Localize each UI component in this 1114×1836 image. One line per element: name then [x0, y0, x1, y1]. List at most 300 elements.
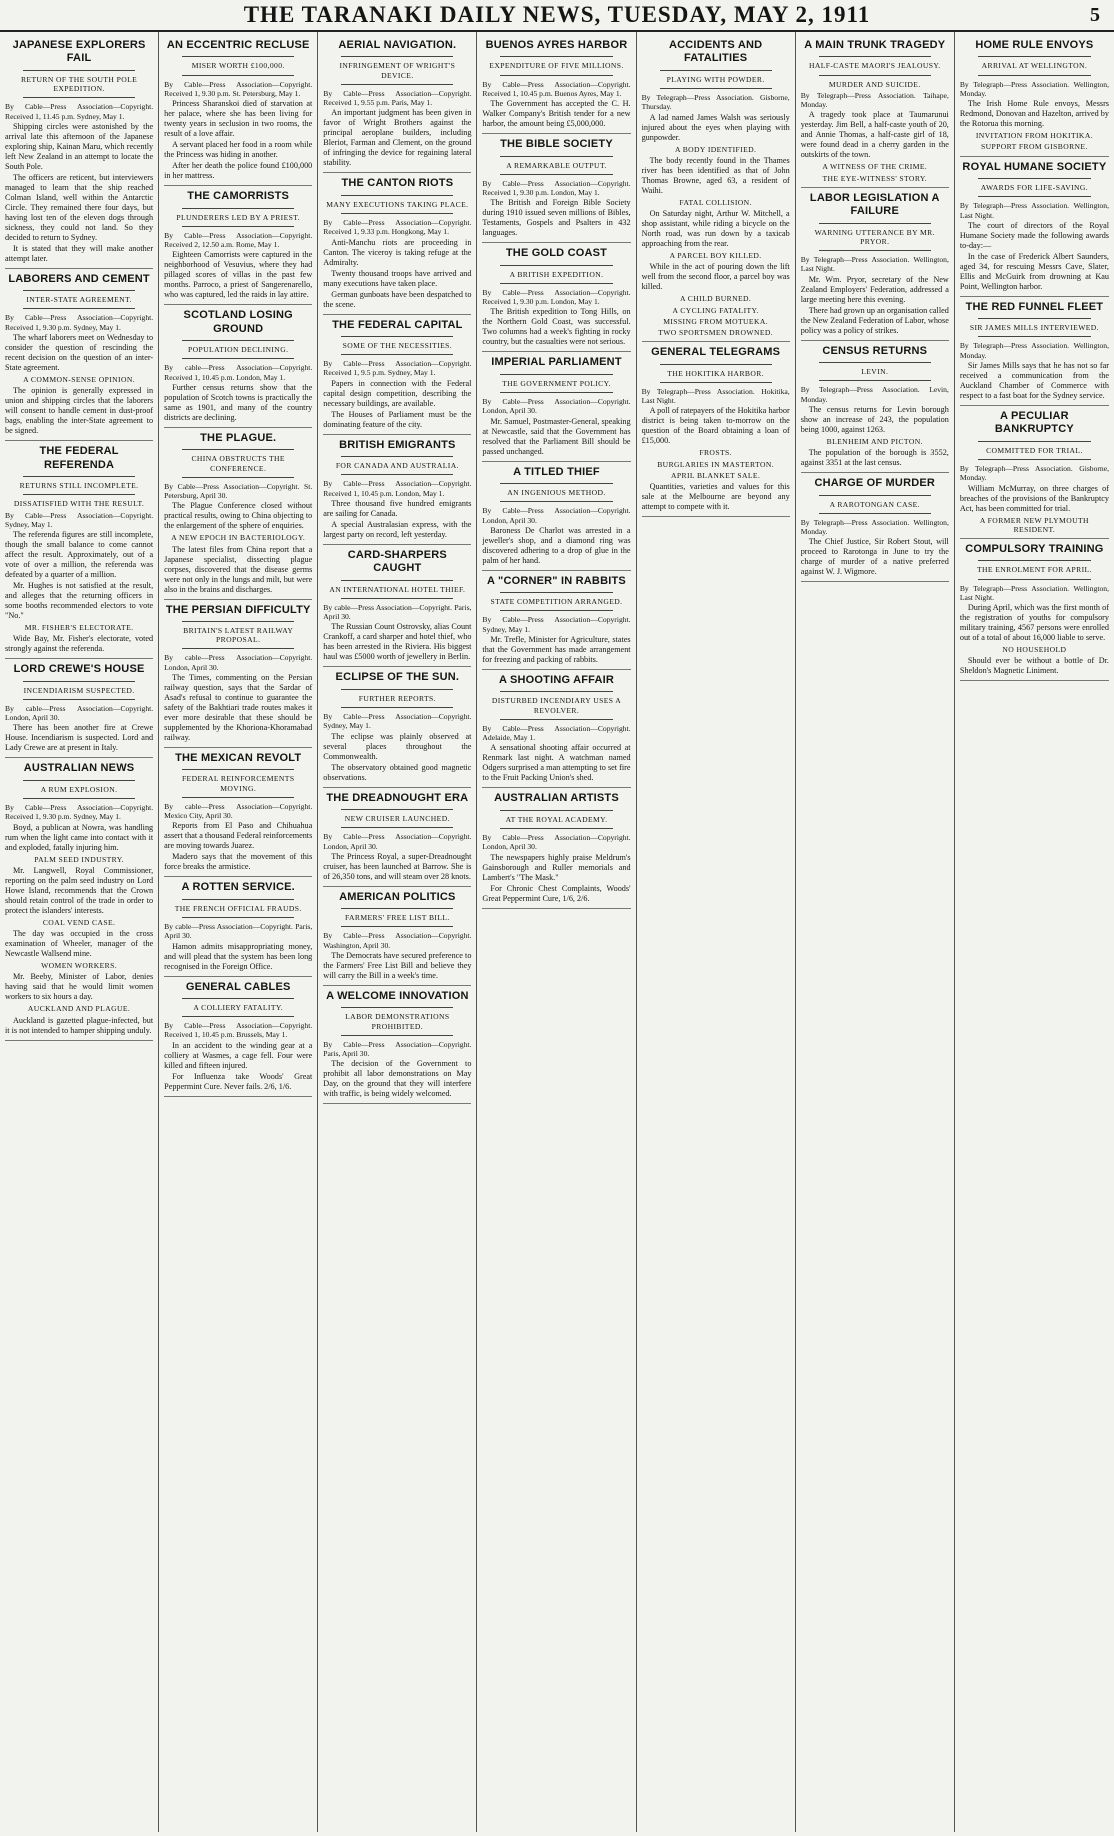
article-divider: [164, 427, 312, 428]
dateline: By Cable—Press Association—Copyright. Received 1, 9.55 p.m. Paris, May 1.: [323, 88, 472, 108]
article-divider: [960, 296, 1109, 297]
section-subheading: A BODY IDENTIFIED.: [674, 144, 757, 154]
subheading-rule: [341, 707, 453, 708]
article-subheading: CHINA OBSTRUCTS THE CONFERENCE.: [191, 454, 285, 473]
dateline: By Telegraph—Press Association. Wellington, Last Night.: [800, 255, 949, 274]
dateline: By Cable—Press Association—Copyright. Received 1, 10.45 p.m. Buenos Ayres, May 1.: [482, 79, 631, 98]
paragraph: A sensational shooting affair occurred at Renmark last night. A watchman named Odgers surprised a man attempting to set fire to the Fruit Packing Union's shed.: [482, 743, 631, 783]
article: [164, 39, 312, 186]
headline-rule: [819, 495, 931, 496]
subheading-rule: [341, 926, 453, 927]
article-headline: THE MEXICAN REVOLT: [175, 751, 302, 764]
paragraph: Further census returns show that the population of Scotch towns is practically the same as 1901, and many of the country districts are declining.: [164, 382, 313, 422]
paragraph: In the case of Frederick Albert Saunders, aged 34, for rescuing Messrs Cave, Slater, Ellis and McGuirk from drowning at Kau Point, Wellington harbor.: [959, 251, 1109, 291]
dateline: By cable—Press Association—Copyright. Paris, April 30.: [164, 922, 313, 941]
section-subheading: A CHILD BURNED.: [680, 294, 752, 304]
dateline: By Cable—Press Association—Copyright. Adelaide, May 1.: [482, 723, 631, 743]
headline-rule: [182, 208, 294, 209]
headline-rule: [182, 998, 294, 999]
subheading-rule: [182, 358, 294, 359]
subheading-rule: [182, 917, 294, 918]
article-divider: [164, 747, 312, 748]
article: [482, 466, 630, 571]
article-divider: [960, 680, 1109, 681]
article-subheading: A RUM EXPLOSION.: [40, 784, 118, 794]
article-divider: [323, 1103, 471, 1104]
dateline: By Cable—Press Association—Copyright. Sydney, May 1.: [482, 615, 631, 634]
headline-rule: [500, 56, 612, 57]
dateline: By Cable—Press Association—Copyright. Received 1, 9.33 p.m. Hongkong, May 1.: [323, 218, 472, 237]
section-subheading: NO HOUSEHOLD: [1002, 645, 1067, 655]
dateline: By Cable—Press Association—Copyright. Received 1, 9.5 p.m. Sydney, May 1.: [323, 359, 472, 378]
article-divider: [482, 669, 630, 670]
dateline: By Cable—Press Association—Copyright. Sydney, May 1.: [323, 712, 472, 731]
subheading-rule: [341, 354, 453, 355]
article: [164, 309, 312, 428]
headline-rule: [341, 1007, 453, 1008]
column-7: [955, 32, 1114, 1832]
article-headline: AUSTRALIAN NEWS: [23, 762, 135, 775]
article-divider: [323, 787, 471, 788]
article-divider: [5, 658, 153, 659]
article-divider: [323, 434, 471, 435]
subheading-rule: [23, 699, 135, 700]
article: [482, 674, 630, 788]
article-divider: [164, 599, 312, 600]
article-divider: [5, 1040, 153, 1041]
article-divider: [960, 156, 1109, 157]
dateline: By Telegraph—Press Association. Levin, Monday.: [800, 385, 949, 404]
paragraph: During April, which was the first month of the registration of youths for compulsory military training, 4567 persons were enrolled out of a total of about 16,000 liable to serve.: [959, 603, 1109, 643]
dateline: By Cable—Press Association—Copyright. London, April 30.: [323, 832, 472, 851]
paragraph: The Plague Conference closed without practical results, owing to China objecting to the enlargement of the sphere of enquiries.: [164, 501, 313, 531]
paragraph: Boyd, a publican at Nowra, was handling rum when the light came into contact with it and exploded, fatally injuring him.: [5, 822, 154, 852]
article-divider: [801, 187, 949, 188]
article: [960, 161, 1109, 297]
dateline: By Cable—Press Association—Copyright. Received 1, 9.30 p.m. Sydney, May 1.: [5, 313, 154, 332]
dateline: By Cable—Press Association—Copyright. Paris, April 30.: [323, 1039, 472, 1059]
paragraph: Mr. Wm. Pryor, secretary of the New Zealand Employers' Federation, addressed a large meeting here this evening.: [800, 274, 949, 304]
article-headline: COMPULSORY TRAINING: [965, 543, 1104, 556]
paragraph: For Influenza take Woods' Great Peppermint Cure. Never fails. 2/6, 1/6.: [164, 1071, 313, 1091]
article-headline: ACCIDENTS AND FATALITIES: [669, 39, 763, 65]
headline-rule: [182, 340, 294, 341]
article-divider: [642, 341, 790, 342]
section-subheading: A CYCLING FATALITY.: [672, 305, 759, 315]
subheading-rule: [500, 392, 612, 393]
dateline: By Telegraph—Press Association. Wellington, Last Night.: [959, 583, 1109, 602]
article-subheading: EXPENDITURE OF FIVE MILLIONS.: [489, 61, 624, 71]
paragraph: Mr. Hughes is not satisfied at the result, and alleges that the returning officers in some booths recommended electors to vote "No.": [5, 581, 154, 621]
article-subheading: PLUNDERERS LED BY A PRIEST.: [176, 212, 301, 222]
article-headline: BRITISH EMIGRANTS: [339, 438, 456, 451]
subheading-rule: [500, 828, 612, 829]
section-subheading: PALM SEED INDUSTRY.: [34, 854, 124, 864]
paragraph: The newspapers highly praise Meldrum's Gainsborough and Ruller memorials and Lambert's "The Mask.": [482, 852, 631, 882]
subheading-rule: [978, 579, 1091, 580]
paragraph: The court of directors of the Royal Humane Society made the following awards to-day:—: [959, 220, 1109, 250]
dateline: By Cable—Press Association—Copyright. Received 1, 10.45 p.m. London, May 1.: [323, 479, 472, 498]
article-headline: LABORERS AND CEMENT: [8, 272, 150, 285]
headline-rule: [341, 580, 453, 581]
subheading-rule: [182, 75, 294, 76]
dateline: By Cable—Press Association—Copyright. St. Petersburg, April 30.: [164, 481, 313, 501]
section-subheading: APRIL BLANKET SALE.: [671, 470, 761, 480]
article-divider: [5, 757, 153, 758]
dateline: By Telegraph—Press Association. Hokitika, Last Night.: [641, 386, 790, 406]
article: [164, 432, 312, 600]
article-divider: [323, 172, 471, 173]
paragraph: Papers in connection with the Federal capital design competition, describing the necessary buildings, are available.: [323, 378, 472, 408]
article-subheading: SIR JAMES MILLS INTERVIEWED.: [969, 323, 1099, 333]
article-subheading: HALF-CASTE MAORI'S JEALOUSY.: [808, 61, 941, 71]
section-subheading: FROSTS.: [699, 448, 732, 458]
paragraph: The Houses of Parliament must be the dominating feature of the city.: [323, 409, 472, 429]
article-subheading: AWARDS FOR LIFE-SAVING.: [980, 183, 1089, 193]
subheading-rule: [182, 648, 294, 649]
paragraph: The opinion is generally expressed in union and shipping circles that the laborers will consent to handle cement in dust-proof bags, enabling the inter-State agreement to be signed.: [5, 386, 154, 436]
article-subheading: INTER-STATE AGREEMENT.: [26, 295, 132, 305]
headline-rule: [500, 265, 612, 266]
subheading-rule: [500, 174, 612, 175]
article: [323, 990, 471, 1104]
article-divider: [960, 405, 1109, 406]
article: [960, 410, 1109, 539]
subheading-rule: [341, 84, 453, 85]
article-headline: LORD CREWE'S HOUSE: [13, 663, 145, 676]
article-divider: [323, 985, 471, 986]
article-divider: [482, 133, 630, 134]
article: [801, 345, 949, 473]
subheading-rule: [341, 213, 453, 214]
article-headline: A TITLED THIEF: [513, 465, 600, 478]
article: [323, 549, 471, 668]
article-headline: IMPERIAL PARLIAMENT: [491, 356, 622, 369]
headline-rule: [23, 681, 135, 682]
subheading-rule: [341, 474, 453, 475]
article-divider: [323, 666, 471, 667]
paragraph: The population of the borough is 3552, against 3351 at the last census.: [800, 448, 949, 468]
article-headline: THE PLAGUE.: [200, 431, 277, 444]
article-divider: [164, 1096, 312, 1097]
section-subheading: A FORMER NEW PLYMOUTH RESIDENT.: [979, 515, 1089, 534]
article: [5, 663, 153, 758]
paragraph: The Government has accepted the C. H. Walker Company's British tender for a new harbor, the amount being £5,000,000.: [482, 99, 631, 129]
subheading-rule: [23, 97, 135, 98]
article: [164, 752, 312, 877]
article-headline: THE BIBLE SOCIETY: [500, 138, 613, 151]
article-headline: ECLIPSE OF THE SUN.: [335, 671, 460, 684]
article: [164, 981, 312, 1097]
headline-rule: [819, 223, 931, 224]
article-divider: [801, 472, 949, 473]
article-headline: CENSUS RETURNS: [822, 344, 928, 357]
subheading-rule: [500, 719, 612, 720]
article-headline: A MAIN TRUNK TRAGEDY: [804, 39, 946, 51]
article-subheading: FEDERAL REINFORCEMENTS MOVING.: [181, 774, 295, 793]
paragraph: The census returns for Levin borough show an increase of 243, the population being 1000, against 1263.: [800, 404, 949, 434]
paragraph: Madero says that the movement of this force breaks the armistice.: [164, 852, 313, 872]
section-subheading: BLENHEIM AND PICTON.: [826, 436, 923, 446]
article: [642, 346, 790, 517]
subheading-rule: [182, 797, 294, 798]
article-subheading: MISER WORTH £100,000.: [191, 61, 285, 71]
subheading-rule: [23, 798, 135, 799]
paragraph: The Irish Home Rule envoys, Messrs Redmond, Donovan and Hazelton, arrived by the Rotorua this morning.: [959, 99, 1109, 129]
subheading-rule: [819, 513, 931, 514]
subheading-rule: [978, 459, 1091, 460]
article-divider: [801, 340, 949, 341]
section-subheading: COAL VEND CASE.: [42, 917, 116, 927]
subheading-rule: [978, 196, 1091, 197]
paragraph: Three thousand five hundred emigrants are sailing for Canada.: [323, 498, 472, 518]
section-subheading: FATAL COLLISION.: [679, 197, 752, 207]
article-subheading: THE ENROLMENT FOR APRIL.: [976, 565, 1092, 575]
headline-rule: [23, 70, 135, 71]
section-subheading: MR. FISHER'S ELECTORATE.: [24, 623, 134, 633]
article-divider: [164, 304, 312, 305]
subheading-rule: [660, 88, 772, 89]
headline-rule: [500, 156, 612, 157]
article-subheading: LEVIN.: [861, 367, 889, 377]
paragraph: The Princess Royal, a super-Dreadnought cruiser, has been launched at Barrow. She is of 26,350 tons, and will steam over 28 knots.: [323, 851, 472, 881]
dateline: By Telegraph—Press Association. Wellington, Last Night.: [959, 201, 1109, 220]
article-subheading: WARNING UTTERANCE BY MR. PRYOR.: [814, 227, 935, 246]
article-subheading: A COLLIERY FATALITY.: [193, 1002, 284, 1012]
paragraph: The referenda figures are still incomplete, though the small balance to come cannot affect the result. Approximately, out of a vote of over a million, the referenda was defeated by a quarter of a million.: [5, 530, 154, 580]
column-4: [477, 32, 636, 1832]
article-divider: [323, 886, 471, 887]
paragraph: The eclipse was plainly observed at several places throughout the Commonwealth.: [323, 731, 472, 761]
subheading-rule: [182, 1016, 294, 1017]
article-headline: CHARGE OF MURDER: [814, 477, 936, 490]
article-subheading: THE HOKITIKA HARBOR.: [667, 368, 765, 378]
headline-rule: [660, 364, 772, 365]
article-headline: CARD-SHARPERS CAUGHT: [347, 548, 447, 575]
article: [5, 39, 153, 269]
article-divider: [482, 461, 630, 462]
article: [164, 604, 312, 748]
article: [5, 273, 153, 441]
article-subheading: COMMITTED FOR TRIAL.: [986, 445, 1083, 455]
paragraph: A tragedy took place at Taumarunui yesterday. Jim Bell, a half-caste youth of 20, and Annie Thomas, a half-caste girl of 18, were found dead in a cherry garden in the outskirts of the town.: [800, 110, 949, 160]
article-divider: [642, 516, 790, 517]
article: [164, 190, 312, 305]
article: [323, 39, 471, 173]
headline-rule: [341, 456, 453, 457]
headline-rule: [500, 592, 612, 593]
article: [801, 39, 949, 188]
dateline: By cable—Press Association—Copyright. London, April 30.: [164, 653, 313, 672]
paragraph: For Chronic Chest Complaints, Woods' Great Peppermint Cure, 1/6, 2/6.: [482, 883, 631, 903]
headline-rule: [819, 56, 931, 57]
headline-rule: [500, 483, 612, 484]
headline-rule: [500, 691, 612, 692]
subheading-rule: [500, 75, 612, 76]
dateline: By Cable—Press Association—Copyright. Sydney, May 1.: [5, 510, 154, 529]
paragraph: Baroness De Charlot was arrested in a jeweller's shop, and a diamond ring was discovered adhering to a drop of glue in the palm of her hand.: [482, 525, 631, 565]
paragraph: Mr. Langwell, Royal Commissioner, reporting on the palm seed industry on Lord Howe Island, recommends that the Crown should retain control of the trade in order to protect the islanders' interests.: [5, 865, 154, 915]
article: [482, 575, 630, 670]
dateline: By Cable—Press Association—Copyright. Received 1, 9.30 p.m. Sydney, May 1.: [5, 803, 154, 822]
paragraph: The officers are reticent, but interviewers managed to learn that the ship reached Colman Island, well within the Antarctic Circle. They remained there four days, but having lost ten of the eleven dogs through sickness, they could not land. So they decided to return to Sydney.: [5, 172, 154, 242]
paragraph: Twenty thousand troops have arrived and many executions have taken place.: [323, 268, 472, 288]
column-1: [0, 32, 159, 1832]
paragraph: It is stated that they will make another attempt later.: [5, 243, 154, 263]
article-headline: AUSTRALIAN ARTISTS: [494, 792, 619, 805]
paragraph: Wide Bay, Mr. Fisher's electorate, voted strongly against the referenda.: [5, 634, 154, 654]
article: [323, 439, 471, 545]
headline-rule: [182, 621, 294, 622]
subheading-rule: [819, 250, 931, 251]
article-headline: SCOTLAND LOSING GROUND: [183, 309, 293, 335]
dateline: By Telegraph—Press Association. Gisborne, Monday.: [959, 464, 1109, 483]
article-headline: AN ECCENTRIC RECLUSE: [166, 39, 310, 51]
subheading-rule: [341, 827, 453, 828]
article-subheading: STATE COMPETITION ARRANGED.: [490, 597, 623, 607]
article-divider: [164, 976, 312, 977]
article: [5, 445, 153, 659]
dateline: By cable—Press Association—Copyright. Paris, April 30.: [323, 602, 472, 622]
headline-rule: [500, 374, 612, 375]
paragraph: There has been another fire at Crewe House. Incendiarism is suspected. Lord and Lady Crewe are at present in Italy.: [5, 723, 154, 753]
column-3: [318, 32, 477, 1832]
article-subheading: RETURN OF THE SOUTH POLE EXPEDITION.: [20, 74, 138, 94]
article-headline: THE PERSIAN DIFFICULTY: [165, 603, 311, 616]
article: [323, 671, 471, 787]
paragraph: The body recently found in the Thames river has been identified as that of John Thomas Browne, aged 63, a resident of Waihi.: [641, 155, 790, 195]
subheading-rule: [500, 610, 612, 611]
article: [801, 477, 949, 582]
section-subheading: INVITATION FROM HOKITIKA.: [975, 131, 1093, 141]
paragraph: Eighteen Camorrists were captured in the neighborhood of Vesuvius, where they had pillaged scores of villas in the past few months. Parroco, a priest of Sangerenarello, who was captured, led the raids in lay attire.: [164, 250, 313, 300]
headline-rule: [182, 56, 294, 57]
article: [960, 301, 1109, 406]
headline-rule: [500, 810, 612, 811]
article: [323, 891, 471, 986]
article-divider: [482, 351, 630, 352]
article-subheading: THE FRENCH OFFICIAL FRAUDS.: [174, 903, 302, 913]
dateline: By Cable—Press Association—Copyright. Received 1, 10.45 p.m. Brussels, May 1.: [164, 1021, 313, 1040]
paragraph: German gunboats have been despatched to the scene.: [323, 289, 472, 309]
dateline: By Cable—Press Association—Copyright. Washington, April 30.: [323, 931, 472, 950]
headline-rule: [182, 899, 294, 900]
subheading-rule: [23, 494, 135, 495]
article-divider: [5, 268, 153, 269]
dateline: By Cable—Press Association—Copyright. Received 2, 12.50 a.m. Rome, May 1.: [164, 230, 313, 250]
subheading-rule: [819, 75, 931, 76]
article-headline: BUENOS AYRES HARBOR: [485, 39, 628, 51]
headline-rule: [182, 769, 294, 770]
headline-rule: [341, 689, 453, 690]
article-subheading: ARRIVAL AT WELLINGTON.: [981, 61, 1088, 71]
article: [960, 39, 1109, 157]
paragraph: Should ever be without a bottle of Dr. Sheldon's Magnetic Liniment.: [959, 656, 1109, 676]
article-headline: HOME RULE ENVOYS: [975, 39, 1094, 51]
article: [642, 39, 790, 342]
section-subheading: WOMEN WORKERS.: [41, 961, 118, 971]
article-subheading: FOR CANADA AND AUSTRALIA.: [335, 461, 459, 471]
article-subheading: DISTURBED INCENDIARY USES A REVOLVER.: [491, 696, 622, 715]
article-divider: [5, 440, 153, 441]
paragraph: Mr. Beeby, Minister of Labor, denies having said that he would limit women workers to six hours a day.: [5, 972, 154, 1002]
article-headline: THE CANTON RIOTS: [341, 177, 454, 190]
article-headline: GENERAL TELEGRAMS: [651, 346, 781, 359]
article-headline: A "CORNER" IN RABBITS: [487, 574, 626, 587]
article-subheading: THE GOVERNMENT POLICY.: [502, 378, 611, 388]
article-divider: [482, 242, 630, 243]
paragraph: There had grown up an organisation called the New Zealand Federation of Labor, whose policy was a policy of strikes.: [800, 305, 949, 335]
page-number: 5: [1090, 4, 1100, 26]
article-divider: [323, 544, 471, 545]
paragraph: Anti-Manchu riots are proceeding in Canton. The viceroy is taking refuge at the Admiralty.: [323, 237, 472, 267]
article: [482, 39, 630, 134]
paragraph: Reports from El Paso and Chihuahua assert that a thousand Federal reinforcements are moving towards Juarez.: [164, 821, 313, 851]
subheading-rule: [660, 382, 772, 383]
subheading-rule: [23, 308, 135, 309]
article-divider: [164, 876, 312, 877]
article-subheading: LABOR DEMONSTRATIONS PROHIBITED.: [345, 1012, 450, 1031]
paragraph: Mr. Trefle, Minister for Agriculture, states that the Government has made arrangement for freezing and packing of rabbits.: [482, 634, 631, 664]
article-subheading: FURTHER REPORTS.: [358, 693, 436, 703]
section-subheading: BURGLARIES IN MASTERTON.: [657, 459, 775, 469]
dateline: By Cable—Press Association—Copyright. Received 1, 9.30 p.m. London, May 1.: [482, 178, 631, 198]
dateline: By Telegraph—Press Association. Wellington, Monday.: [959, 79, 1109, 98]
article-subheading: INFRINGEMENT OF WRIGHT'S DEVICE.: [339, 61, 456, 80]
paragraph: The observatory obtained good magnetic observations.: [323, 762, 472, 782]
article-headline: THE CAMORRISTS: [187, 190, 290, 203]
article-divider: [482, 570, 630, 571]
article: [323, 319, 471, 435]
dateline: By Telegraph—Press Association. Gisborne, Thursday.: [641, 93, 790, 112]
article-headline: AMERICAN POLITICS: [339, 890, 456, 903]
headline-rule: [341, 336, 453, 337]
paragraph: The Chief Justice, Sir Robert Stout, will proceed to Rarotonga in June to try the charge of murder of a native preferred against W. J. Wigmore.: [800, 537, 949, 577]
section-subheading: A WITNESS OF THE CRIME.: [822, 162, 928, 172]
article-divider: [164, 185, 312, 186]
headline-rule: [341, 195, 453, 196]
section-subheading: A COMMON-SENSE OPINION.: [23, 374, 136, 384]
paragraph: A servant placed her food in a room while the Princess was hiding in another.: [164, 140, 313, 160]
headline-rule: [660, 70, 772, 71]
article-headline: ROYAL HUMANE SOCIETY: [962, 160, 1107, 173]
article-headline: THE FEDERAL CAPITAL: [332, 318, 463, 331]
paragraph: Quantities, varieties and values for this sale at the Melbourne are beyond any attempt to compete with it.: [641, 482, 790, 512]
paragraph: The day was occupied in the cross examination of Wheeler, manager of the Newcastle Wallsend mine.: [5, 929, 154, 959]
section-subheading: MURDER AND SUICIDE.: [828, 79, 921, 89]
paragraph: The Russian Count Ostrovsky, alias Count Crankoff, a card sharper and hotel thief, who has been arrested in the Riviera. His biggest haul was £5000 worth of jewellery in Berlin.: [323, 622, 472, 662]
paragraph: Auckland is gazetted plague-infected, but it is not intended to hamper shipping unduly.: [5, 1015, 154, 1035]
dateline: By cable—Press Association—Copyright. Received 1, 10.45 p.m. London, May 1.: [164, 363, 313, 382]
article-subheading: PLAYING WITH POWDER.: [666, 74, 765, 84]
article: [482, 792, 630, 908]
article-headline: A ROTTEN SERVICE.: [181, 881, 295, 894]
paragraph: The British expedition to Tong Hills, on the Northern Gold Coast, was successful. Two columns had a week's fighting in rocky country, but the casualties were not serious.: [482, 307, 631, 347]
section-subheading: AUCKLAND AND PLAGUE.: [27, 1004, 131, 1014]
dateline: By cable—Press Association—Copyright. London, April 30.: [5, 703, 154, 723]
section-subheading: DISSATISFIED WITH THE RESULT.: [13, 499, 145, 509]
headline-rule: [978, 56, 1091, 57]
paragraph: The wharf laborers meet on Wednesday to consider the question of rescinding the recent decision on the question of an inter-State agreement.: [5, 332, 154, 372]
section-subheading: THE EYE-WITNESS' STORY.: [822, 173, 928, 183]
article-subheading: FARMERS' FREE LIST BILL.: [344, 913, 450, 923]
article-subheading: AN INGENIOUS METHOD.: [507, 488, 606, 498]
paragraph: The Times, commenting on the Persian railway question, says that the Sardar of Asad's refusal to continue to guarantee the safety of the Bakhtiari trade routes makes it ever more desirable that these should be supplemented by the Khoriona-Khoramabad railway.: [164, 672, 313, 742]
subheading-rule: [500, 501, 612, 502]
paragraph: A poll of ratepayers of the Hokitika harbor district is being taken to-morrow on the question of the Board obtaining a loan of £15,000.: [641, 406, 790, 446]
article: [482, 356, 630, 461]
article-divider: [482, 787, 630, 788]
